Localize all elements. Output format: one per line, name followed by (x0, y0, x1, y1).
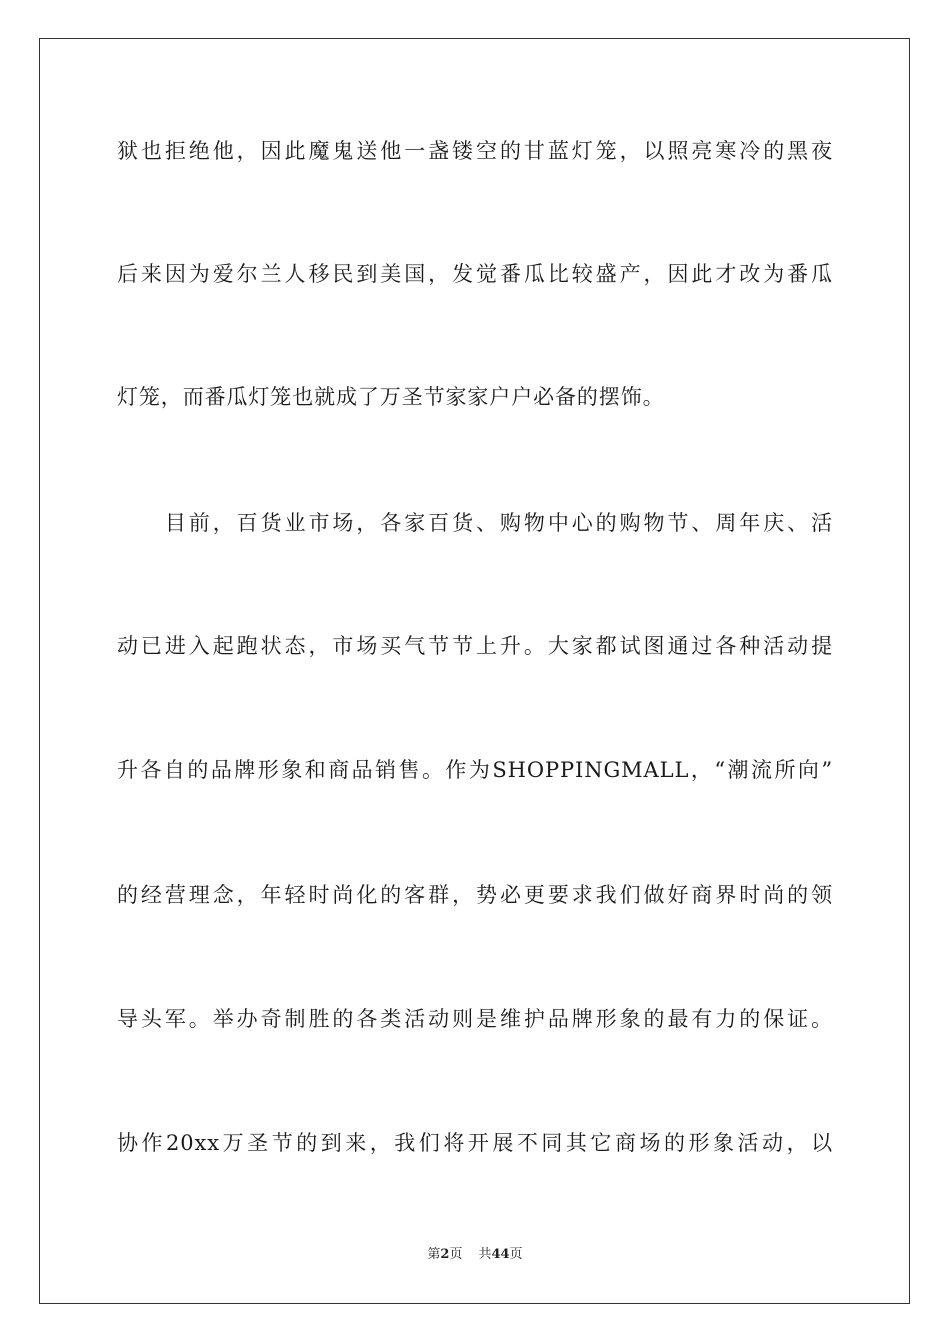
text-line-5: 动已进入起跑状态，市场买气节节上升。大家都试图通过各种活动提 (117, 634, 833, 658)
footer-page-number: 2 (440, 1247, 450, 1262)
text-line-2: 后来因为爱尔兰人移民到美国，发觉番瓜比较盛产，因此才改为番瓜 (117, 262, 833, 286)
footer-total-suffix: 页 (509, 1247, 523, 1262)
page-footer (0, 1246, 950, 1264)
footer-page-prefix: 第 (427, 1247, 441, 1262)
footer-page-suffix: 页 (449, 1247, 463, 1262)
page-border (39, 38, 910, 1304)
text-line-7: 的经营理念，年轻时尚化的客群，势必更要求我们做好商界时尚的领 (117, 883, 833, 907)
footer-total-pages: 44 (491, 1247, 510, 1262)
text-line-8: 导头军。举办奇制胜的各类活动则是维护品牌形象的最有力的保证。 (117, 1007, 833, 1031)
footer-total-prefix: 共 (478, 1247, 492, 1262)
text-line-3: 灯笼，而番瓜灯笼也就成了万圣节家家户户必备的摆饰。 (117, 385, 665, 409)
text-line-1: 狱也拒绝他，因此魔鬼送他一盏镂空的甘蓝灯笼，以照亮寒冷的黑夜 (117, 139, 833, 163)
text-line-6: 升各自的品牌形象和商品销售。作为SHOPPINGMALL，“潮流所向” (117, 758, 833, 782)
text-line-4: 目前，百货业市场，各家百货、购物中心的购物节、周年庆、活 (117, 511, 833, 535)
text-line-9: 协作20xx万圣节的到来，我们将开展不同其它商场的形象活动，以 (117, 1131, 833, 1155)
